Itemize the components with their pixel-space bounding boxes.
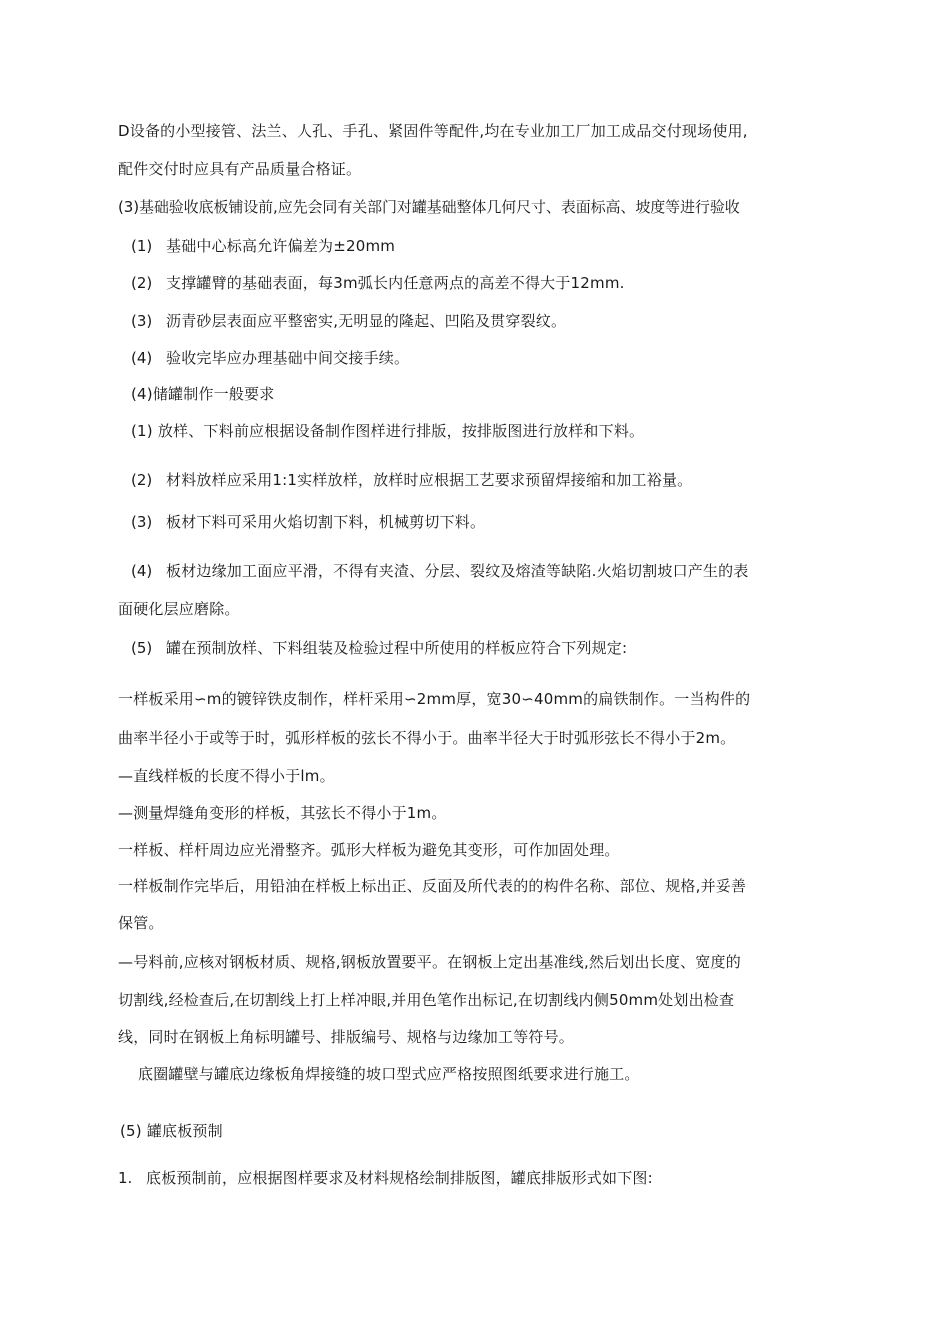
list-item-text: 材料放样应采用1:1实样放样，放样时应根据工艺要求预留焊接缩和加工裕量。 bbox=[166, 471, 693, 489]
list-item-text: 验收完毕应办理基础中间交接手续。 bbox=[166, 349, 410, 367]
list-item-number: (3) bbox=[131, 513, 153, 531]
section-heading: (5) 罐底板预制 bbox=[120, 1122, 223, 1140]
list-item-number: (3) bbox=[131, 312, 153, 330]
paragraph-line: D设备的小型接管、法兰、人孔、手孔、紧固件等配件,均在专业加工厂加工成品交付现场使用, bbox=[118, 122, 748, 140]
list-item-number: (4) bbox=[131, 349, 153, 367]
dash-item-text: 一样板制作完毕后，用铅油在样板上标出正、反面及所代表的的构件名称、部位、规格,并妥善 bbox=[118, 877, 747, 895]
dash-item-text: 一样板采用∽m的镀锌铁皮制作，样杆采用∽2mm厚，宽30∽40mm的扁铁制作。一当构件的 bbox=[118, 690, 751, 708]
list-item-text: 底板预制前，应根据图样要求及材料规格绘制排版图，罐底排版形式如下图: bbox=[146, 1169, 653, 1187]
paragraph-line: 底圈罐壁与罐底边缘板角焊接缝的坡口型式应严格按照图纸要求进行施工。 bbox=[138, 1065, 640, 1083]
dash-item-text: 一样板、样杆周边应光滑整齐。弧形大样板为避免其变形，可作加固处理。 bbox=[118, 841, 620, 859]
list-item-text-continued: 面硬化层应磨除。 bbox=[118, 600, 240, 618]
list-item-text: 基础中心标高允许偏差为±20mm bbox=[166, 237, 396, 255]
list-item-number: (5) bbox=[131, 639, 153, 657]
dash-item-text: —直线样板的长度不得小于lm。 bbox=[118, 767, 335, 785]
dash-item-text-continued: 线，同时在钢板上角标明罐号、排版编号、规格与边缘加工等符号。 bbox=[118, 1028, 575, 1046]
section-heading: (4)储罐制作一般要求 bbox=[131, 385, 275, 403]
list-item-number: (1) bbox=[131, 237, 153, 255]
list-item-text: 板材边缘加工面应平滑，不得有夹渣、分层、裂纹及熔渣等缺陷.火焰切割坡口产生的表 bbox=[166, 562, 749, 580]
dash-item-text: —测量焊缝角变形的样板，其弦长不得小于1m。 bbox=[118, 804, 447, 822]
dash-item-text-continued: 曲率半径小于或等于时，弧形样板的弦长不得小于。曲率半径大于时弧形弦长不得小于2m。 bbox=[118, 729, 736, 747]
list-item-text: 罐在预制放样、下料组装及检验过程中所使用的样板应符合下列规定: bbox=[166, 639, 628, 657]
list-item-text: (1) 放样、下料前应根据设备制作图样进行排版，按排版图进行放样和下料。 bbox=[131, 422, 645, 440]
list-item-number: 1. bbox=[118, 1169, 133, 1187]
list-item-text: 支撑罐臂的基础表面，每3m弧长内任意两点的高差不得大于12mm. bbox=[166, 274, 625, 292]
list-item-text: 板材下料可采用火焰切割下料，机械剪切下料。 bbox=[166, 513, 486, 531]
dash-item-text: —号料前,应核对钢板材质、规格,钢板放置要平。在钢板上定出基准线,然后划出长度、宽度的 bbox=[118, 953, 741, 971]
dash-item-text-continued: 切割线,经检查后,在切割线上打上样冲眼,并用色笔作出标记,在切割线内侧50mm处划出检查 bbox=[118, 991, 735, 1009]
list-item-number: (4) bbox=[131, 562, 153, 580]
dash-item-text-continued: 保管。 bbox=[118, 914, 164, 932]
list-item-text: 沥青砂层表面应平整密实,无明显的隆起、凹陷及贯穿裂纹。 bbox=[166, 312, 567, 330]
section-heading: (3)基础验收底板铺设前,应先会同有关部门对罐基础整体几何尺寸、表面标高、坡度等进行验收 bbox=[118, 198, 740, 216]
list-item-number: (2) bbox=[131, 274, 153, 292]
list-item-number: (2) bbox=[131, 471, 153, 489]
paragraph-line: 配件交付时应具有产品质量合格证。 bbox=[118, 160, 362, 178]
